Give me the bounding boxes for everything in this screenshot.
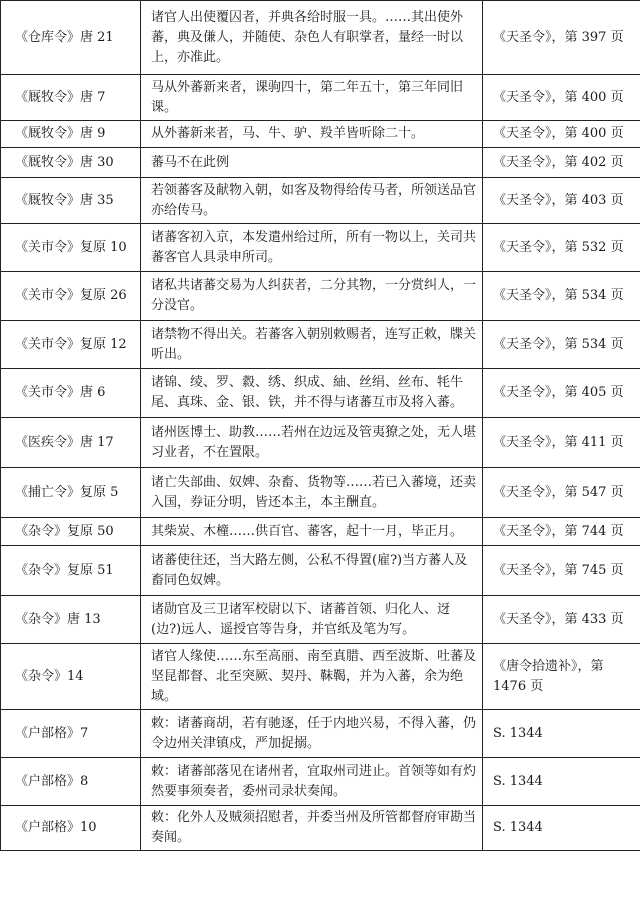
content-cell: 诸蕃客初入京，本发遣州给过所，所有一物以上，关司共蕃客官人具录申所司。 <box>141 224 483 272</box>
citation-cell: 《天圣令》，第 534 页 <box>483 321 640 369</box>
content-cell: 诸锦、绫、罗、縠、绣、织成、紬、丝绢、丝布、牦牛尾、真珠、金、银、铁，并不得与诸蕃互市及将入蕃。 <box>141 369 483 418</box>
source-cell: 《杂令》复原 50 <box>1 518 141 546</box>
citation-cell: 《天圣令》，第 402 页 <box>483 148 640 178</box>
content-cell: 从外蕃新来者，马、牛、驴、羖羊皆听除二十。 <box>141 121 483 148</box>
source-cell: 《杂令》14 <box>1 644 141 710</box>
table-row <box>1 806 640 851</box>
source-cell: 《仓库令》唐 21 <box>1 1 141 75</box>
table-row <box>1 224 640 272</box>
table-row <box>1 75 640 121</box>
content-cell: 蕃马不在此例 <box>141 148 483 178</box>
table-row <box>1 369 640 418</box>
table-row <box>1 710 640 758</box>
citation-cell: 《天圣令》，第 547 页 <box>483 468 640 518</box>
content-cell: 敕：诸蕃商胡，若有驰逐，任于内地兴易，不得入蕃，仍令边州关津镇戍，严加捉搦。 <box>141 710 483 758</box>
citation-cell: 《天圣令》，第 532 页 <box>483 224 640 272</box>
source-cell: 《捕亡令》复原 5 <box>1 468 141 518</box>
content-cell: 诸州医博士、助教……若州在边远及管夷獠之处，无人堪习业者，不在置限。 <box>141 418 483 468</box>
table-row <box>1 468 640 518</box>
content-cell: 马从外蕃新来者，课驹四十，第二年五十，第三年同旧课。 <box>141 75 483 121</box>
citation-cell: 《天圣令》，第 397 页 <box>483 1 640 75</box>
content-cell: 诸禁物不得出关。若蕃客入朝别敕赐者，连写正敕，牒关听出。 <box>141 321 483 369</box>
citation-cell: S. 1344 <box>483 710 640 758</box>
source-cell: 《厩牧令》唐 9 <box>1 121 141 148</box>
citation-cell: 《天圣令》，第 433 页 <box>483 596 640 644</box>
table-row <box>1 644 640 710</box>
table-row <box>1 1 640 75</box>
content-cell: 诸亡失部曲、奴婢、杂畜、货物等……若已入蕃境，还卖入国，券证分明，皆还本主，本主酬直。 <box>141 468 483 518</box>
content-cell: 敕：化外人及贼须招慰者，并委当州及所管都督府审勘当奏闻。 <box>141 806 483 851</box>
table-row <box>1 321 640 369</box>
citation-cell: 《天圣令》，第 400 页 <box>483 75 640 121</box>
source-cell: 《关市令》复原 10 <box>1 224 141 272</box>
content-cell: 诸官人出使覆囚者，并典各给时服一具。……其出使外蕃，典及傔人，并随使、杂色人有职掌者，量经一时以上，亦准此。 <box>141 1 483 75</box>
citation-cell: 《天圣令》，第 745 页 <box>483 546 640 596</box>
content-cell: 诸勋官及三卫诸军校尉以下、诸蕃首领、归化人、迓(边?)远人、遥授官等告身，并官纸及笔为写。 <box>141 596 483 644</box>
source-cell: 《关市令》唐 6 <box>1 369 141 418</box>
table-row <box>1 518 640 546</box>
content-cell: 诸蕃使往还，当大路左侧，公私不得置(雇?)当方蕃人及畜同色奴婢。 <box>141 546 483 596</box>
table-row <box>1 148 640 178</box>
citation-cell: 《天圣令》，第 405 页 <box>483 369 640 418</box>
source-cell: 《厩牧令》唐 35 <box>1 178 141 224</box>
content-cell: 敕：诸蕃部落见在诸州者，宜取州司进止。首领等如有灼然要事须奏者，委州司录状奏闻。 <box>141 758 483 806</box>
citation-cell: 《天圣令》，第 400 页 <box>483 121 640 148</box>
source-cell: 《杂令》唐 13 <box>1 596 141 644</box>
statute-table-body <box>1 1 640 851</box>
source-cell: 《关市令》复原 26 <box>1 272 141 321</box>
citation-cell: 《天圣令》，第 403 页 <box>483 178 640 224</box>
citation-cell: 《天圣令》，第 744 页 <box>483 518 640 546</box>
content-cell: 诸私共诸蕃交易为人纠获者，二分其物，一分赏纠人，一分没官。 <box>141 272 483 321</box>
source-cell: 《户部格》7 <box>1 710 141 758</box>
citation-cell: 《天圣令》，第 411 页 <box>483 418 640 468</box>
source-cell: 《厩牧令》唐 7 <box>1 75 141 121</box>
table-row <box>1 596 640 644</box>
table-row <box>1 178 640 224</box>
source-cell: 《厩牧令》唐 30 <box>1 148 141 178</box>
citation-cell: 《唐令拾遗补》，第 1476 页 <box>483 644 640 710</box>
citation-cell: S. 1344 <box>483 758 640 806</box>
content-cell: 诸官人缘使……东至高丽、南至真腊、西至波斯、吐蕃及坚昆都督、北至突厥、契丹、靺鞨，并为入蕃，余为绝域。 <box>141 644 483 710</box>
table-row <box>1 272 640 321</box>
source-cell: 《医疾令》唐 17 <box>1 418 141 468</box>
table-row <box>1 418 640 468</box>
source-cell: 《户部格》8 <box>1 758 141 806</box>
source-cell: 《户部格》10 <box>1 806 141 851</box>
table-row <box>1 121 640 148</box>
content-cell: 其柴炭、木橦……供百官、蕃客，起十一月，毕正月。 <box>141 518 483 546</box>
source-cell: 《杂令》复原 51 <box>1 546 141 596</box>
table-row <box>1 758 640 806</box>
citation-cell: S. 1344 <box>483 806 640 851</box>
source-cell: 《关市令》复原 12 <box>1 321 141 369</box>
content-cell: 若领蕃客及献物入朝，如客及物得给传马者，所领送品官亦给传马。 <box>141 178 483 224</box>
table-row <box>1 546 640 596</box>
citation-cell: 《天圣令》，第 534 页 <box>483 272 640 321</box>
